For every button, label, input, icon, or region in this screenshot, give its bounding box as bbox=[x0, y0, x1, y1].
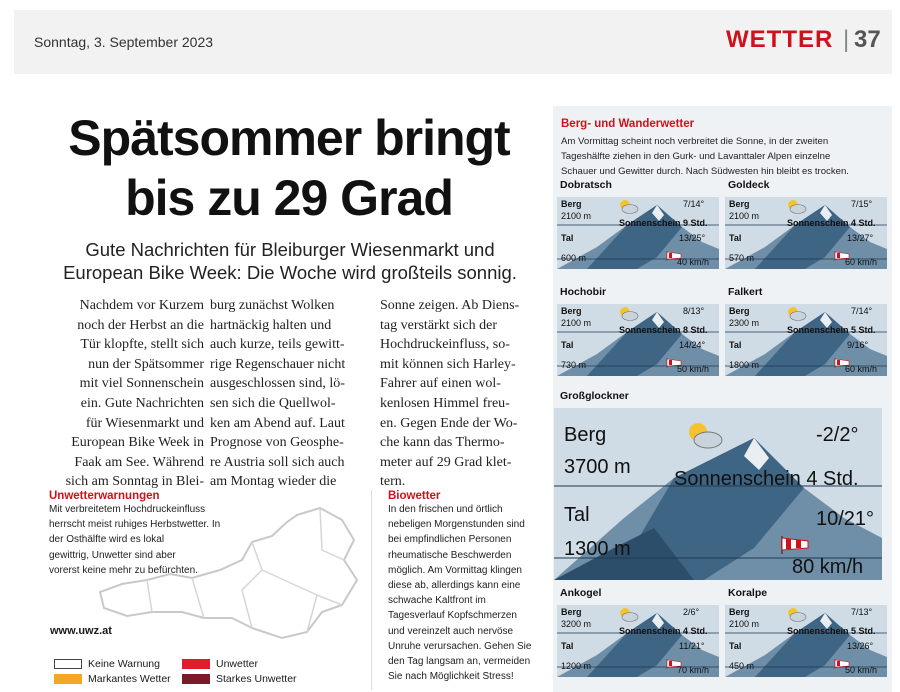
berg-temperature: 2/6° bbox=[683, 607, 700, 617]
text-line: schwache Kaltfront im bbox=[388, 595, 486, 607]
tal-temperature: 9/16° bbox=[847, 340, 869, 350]
text-line: In den frischen und örtlich bbox=[388, 504, 503, 515]
text-line: meter auf 29 Grad klet- bbox=[380, 454, 512, 470]
text-line: möglich. Am Vormittag klingen bbox=[388, 564, 522, 576]
wind-speed: 80 km/h bbox=[792, 556, 864, 578]
panel-title: Berg- und Wanderwetter bbox=[561, 118, 695, 130]
legend-label: Keine Warnung bbox=[88, 658, 160, 670]
station-name: Falkert bbox=[728, 286, 763, 298]
tal-label: Tal bbox=[561, 340, 574, 350]
berg-temperature: 7/14° bbox=[683, 199, 705, 209]
berg-label: Berg bbox=[561, 199, 582, 209]
sun-cloud-icon bbox=[620, 200, 638, 214]
text-line: Am Vormittag scheint noch verbreitet die Sonne, in der zweiten bbox=[561, 136, 829, 147]
text-line: rige Regenschauer nicht bbox=[210, 356, 346, 372]
text-line: Tagesverlauf Kopfschmerzen bbox=[388, 610, 517, 622]
tal-altitude: 730 m bbox=[561, 360, 587, 370]
text-line: sen sich die Quellwol- bbox=[210, 395, 336, 411]
berg-altitude: 2100 m bbox=[729, 211, 760, 221]
source-link[interactable]: www.uwz.at bbox=[50, 625, 112, 637]
text-line: Sie nach Möglichkeit Stress! bbox=[388, 671, 514, 683]
text-line: sich am Sonntag in Blei- bbox=[65, 474, 204, 490]
text-line: nebeligen Morgenstunden sind bbox=[388, 519, 525, 531]
headline-line: bis zu 29 Grad bbox=[125, 170, 453, 226]
legend-item bbox=[54, 658, 160, 670]
text-line: rheumatische Beschwerden bbox=[388, 549, 512, 561]
tal-altitude: 1300 m bbox=[564, 538, 631, 560]
text-line: tag verstärkt sich der bbox=[380, 317, 498, 333]
berg-altitude: 3200 m bbox=[561, 619, 592, 629]
sun-cloud-icon bbox=[788, 608, 806, 622]
berg-temperature: 7/15° bbox=[851, 199, 873, 209]
header-separator: | bbox=[843, 26, 850, 53]
station-name: Großglockner bbox=[560, 390, 629, 402]
legend-item bbox=[54, 673, 171, 685]
sunshine-hours: Sonnenschein 4 Std. bbox=[787, 218, 876, 228]
tal-temperature: 14/24° bbox=[679, 340, 706, 350]
subheadline-line: European Bike Week: Die Woche wird großteils sonnig. bbox=[63, 262, 517, 283]
page-number: 37 bbox=[854, 26, 881, 53]
berg-altitude: 2100 m bbox=[729, 619, 760, 629]
tal-altitude: 1200 m bbox=[561, 661, 592, 671]
issue-date: Sonntag, 3. September 2023 bbox=[34, 34, 214, 50]
tal-altitude: 1800 m bbox=[729, 360, 760, 370]
station-card bbox=[557, 605, 719, 677]
box-title: Biowetter bbox=[388, 490, 441, 502]
berg-label: Berg bbox=[729, 199, 750, 209]
text-line: re Austria soll sich auch bbox=[210, 454, 345, 470]
berg-label: Berg bbox=[561, 607, 582, 617]
text-line: Tür klopfte, stellt sich bbox=[80, 337, 204, 353]
sunshine-hours: Sonnenschein 9 Std. bbox=[619, 218, 708, 228]
sunshine-hours: Sonnenschein 4 Std. bbox=[674, 468, 859, 490]
text-line: noch der Herbst an die bbox=[77, 317, 204, 333]
tal-temperature: 13/25° bbox=[679, 233, 706, 243]
wind-speed: 50 km/h bbox=[845, 665, 878, 675]
tal-label: Tal bbox=[729, 340, 742, 350]
wind-speed: 60 km/h bbox=[845, 364, 878, 374]
sunshine-hours: Sonnenschein 5 Std. bbox=[787, 325, 876, 335]
station-name: Ankogel bbox=[560, 587, 602, 599]
berg-temperature: 7/14° bbox=[851, 306, 873, 316]
station-name: Hochobir bbox=[560, 286, 607, 298]
berg-label: Berg bbox=[729, 306, 750, 316]
sun-cloud-icon bbox=[788, 200, 806, 214]
panel-description bbox=[561, 134, 891, 179]
text-line: nun der Spätsommer bbox=[88, 356, 204, 372]
tal-label: Tal bbox=[729, 233, 742, 243]
text-line: Tageshälfte ziehen in den Gurk- und Lavanttaler Alpen einzelne bbox=[561, 151, 831, 162]
station-card bbox=[557, 304, 719, 376]
text-line: am Montag wieder die bbox=[210, 474, 337, 490]
legend-swatch bbox=[54, 674, 82, 684]
berg-altitude: 2300 m bbox=[729, 318, 760, 328]
text-line: hartnäckig halten und bbox=[210, 317, 332, 333]
article-column-2 bbox=[210, 296, 376, 492]
tal-label: Tal bbox=[561, 641, 574, 651]
text-line: che kann das Thermo- bbox=[380, 435, 505, 451]
text-line: Unruhe verursachen. Gehen Sie bbox=[388, 640, 532, 652]
column-divider bbox=[371, 490, 372, 690]
station-name: Dobratsch bbox=[560, 179, 612, 191]
text-line: European Bike Week in bbox=[71, 435, 204, 451]
legend-label: Starkes Unwetter bbox=[216, 673, 297, 685]
text-line: bei empfindlichen Personen bbox=[388, 534, 512, 546]
text-line: diese ab, allerdings kann eine bbox=[388, 580, 521, 592]
station-name: Goldeck bbox=[728, 179, 770, 191]
section-title: WETTER bbox=[726, 26, 834, 53]
text-line: Hochdruckeinfluss, so- bbox=[380, 337, 510, 353]
text-line: ein. Gute Nachrichten bbox=[80, 395, 204, 411]
berg-altitude: 2100 m bbox=[561, 318, 592, 328]
station-card bbox=[557, 197, 719, 269]
box-title: Unwetterwarnungen bbox=[49, 490, 160, 502]
wind-speed: 50 km/h bbox=[677, 364, 710, 374]
text-line: vorerst keine mehr zu befürchten. bbox=[49, 564, 198, 576]
text-line: der Osthälfte wird es lokal bbox=[49, 534, 165, 546]
legend-swatch bbox=[54, 659, 82, 669]
subheadline-line: Gute Nachrichten für Bleiburger Wiesenmarkt und bbox=[85, 239, 495, 260]
berg-altitude: 3700 m bbox=[564, 456, 631, 478]
text-line: Mit verbreitetem Hochdruckeinfluss bbox=[49, 504, 206, 515]
subheadline bbox=[40, 238, 540, 284]
sun-cloud-icon bbox=[788, 307, 806, 321]
sun-cloud-icon bbox=[620, 307, 638, 321]
text-line: Sonne zeigen. Ab Diens- bbox=[380, 298, 520, 313]
text-line: ausgeschlossen sind, lö- bbox=[210, 376, 345, 392]
text-line: burg zunächst Wolken bbox=[210, 298, 335, 313]
sunshine-hours: Sonnenschein 4 Std. bbox=[619, 626, 708, 636]
berg-temperature: -2/2° bbox=[816, 424, 859, 446]
station-name: Koralpe bbox=[728, 587, 768, 599]
legend-label: Markantes Wetter bbox=[88, 673, 171, 685]
text-line: gewittrig, Unwetter sind aber bbox=[49, 549, 176, 561]
sun-cloud-icon bbox=[620, 608, 638, 622]
station-card bbox=[725, 605, 887, 677]
tal-altitude: 600 m bbox=[561, 253, 587, 263]
tal-temperature: 13/26° bbox=[847, 641, 874, 651]
legend-item bbox=[182, 673, 297, 685]
text-line: tern. bbox=[380, 474, 406, 490]
station-card bbox=[725, 197, 887, 269]
text-line: auch kurze, teils gewitt- bbox=[210, 337, 345, 353]
berg-label: Berg bbox=[564, 424, 607, 446]
text-line: Schauer und Gewitter durch. Nach Südwesten hin bleibt es trocken. bbox=[561, 166, 849, 177]
text-line: Faak am See. Während bbox=[74, 454, 204, 470]
sunshine-hours: Sonnenschein 8 Std. bbox=[619, 325, 708, 335]
berg-temperature: 8/13° bbox=[683, 306, 705, 316]
station-card bbox=[725, 304, 887, 376]
tal-temperature: 10/21° bbox=[816, 508, 875, 530]
text-line: Nachdem vor Kurzem bbox=[79, 298, 204, 313]
tal-temperature: 11/21° bbox=[679, 641, 705, 651]
text-line: Prognose von Geosphe- bbox=[210, 435, 344, 451]
headline bbox=[44, 108, 534, 228]
article-column-1 bbox=[44, 296, 204, 492]
headline-line: Spätsommer bringt bbox=[68, 110, 510, 166]
berg-label: Berg bbox=[729, 607, 750, 617]
text-line: mit viel Sonnenschein bbox=[79, 376, 204, 392]
text-line: für Wiesenmarkt und bbox=[85, 415, 204, 431]
text-line: ken am Abend auf. Laut bbox=[210, 415, 345, 431]
wind-speed: 40 km/h bbox=[677, 257, 710, 267]
text-line: den Tag langsam an, vermeiden bbox=[388, 656, 531, 668]
tal-label: Tal bbox=[729, 641, 742, 651]
wind-speed: 60 km/h bbox=[845, 257, 878, 267]
biowetter-box bbox=[388, 490, 544, 684]
berg-label: Berg bbox=[561, 306, 582, 316]
tal-label: Tal bbox=[561, 233, 574, 243]
tal-temperature: 13/27° bbox=[847, 233, 874, 243]
text-line: und vereinzelt auch nervöse bbox=[388, 625, 514, 637]
legend-label: Unwetter bbox=[216, 658, 259, 670]
wind-speed: 70 km/h bbox=[677, 665, 710, 675]
sunshine-hours: Sonnenschein 5 Std. bbox=[787, 626, 876, 636]
tal-altitude: 450 m bbox=[729, 661, 755, 671]
tal-altitude: 570 m bbox=[729, 253, 755, 263]
berg-altitude: 2100 m bbox=[561, 211, 592, 221]
text-line: mit können sich Harley- bbox=[380, 356, 516, 372]
biowetter-text bbox=[388, 502, 544, 684]
text-line: en. Gegen Ende der Wo- bbox=[380, 415, 518, 431]
berg-temperature: 7/13° bbox=[851, 607, 873, 617]
legend-item bbox=[182, 658, 258, 670]
text-line: herrscht meist ruhiges Herbstwetter. In bbox=[49, 519, 221, 531]
legend-swatch bbox=[182, 659, 210, 669]
featured-station-card bbox=[554, 408, 882, 580]
austria-map bbox=[92, 500, 372, 650]
legend-swatch bbox=[182, 674, 210, 684]
text-line: Fahrer auf einen wol- bbox=[380, 376, 501, 392]
article-column-3 bbox=[380, 296, 546, 492]
tal-label: Tal bbox=[564, 504, 590, 526]
text-line: kenlosen Himmel freu- bbox=[380, 395, 510, 411]
